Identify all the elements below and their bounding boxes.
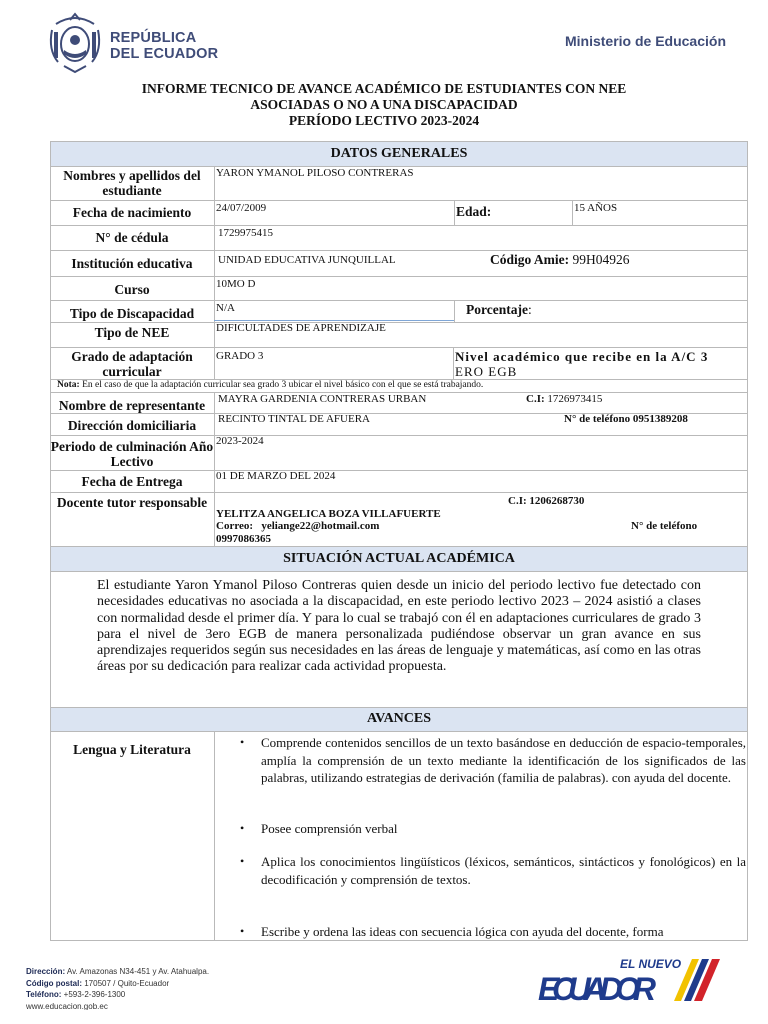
representative-value: MAYRA GARDENIA CONTRERAS URBAN <box>218 393 427 405</box>
tutor-phone-label: N° de teléfono <box>631 520 698 532</box>
report-title: INFORME TECNICO DE AVANCE ACADÉMICO DE ESTUDIANTES CON NEE ASOCIADAS O NO A UNA DISCAPACIDAD PERÍODO LECTIVO 2023-2024 <box>141 81 627 128</box>
academic-situation-heading: SITUACIÓN ACTUAL ACADÉMICA <box>50 546 748 572</box>
academic-situation-text: El estudiante Yaron Ymanol Piloso Contreras quien desde un inicio del periodo lectivo fue detectado con necesidades educativas no asociada a la discapacidad, en este periodo lectivo 2023 – 2024 asistió a clases con normalidad desde el primer día. Y para lo cual se trabajó con él en adaptaciones curriculares de grado 3 para el nivel de 3ero EGB de manera personalizada pudiéndose observar un gran avance en sus aprendizajes requeridos según sus necesidades en las áreas de lenguaje y matemáticas, así como en las otras áreas por su dedicación para realizar cada actividad propuesta. <box>97 578 701 675</box>
representative-id: C.I: 1726973415 <box>526 393 603 405</box>
tutor-email: Correo: yeliange22@hotmail.com <box>216 520 380 532</box>
address-label: Dirección domiciliaria <box>67 418 197 433</box>
period-label: Periodo de culminación Año Lectivo <box>50 439 214 469</box>
ministry-name: Ministerio de Educación <box>564 33 726 49</box>
page-header <box>0 0 768 80</box>
address-value: RECINTO TINTAL DE AFUERA <box>218 413 370 425</box>
tutor-label: Docente tutor responsable <box>56 495 208 510</box>
nee-type-label: Tipo de NEE <box>94 325 170 340</box>
advance-item: • Escribe y ordena las ideas con secuencia lógica con ayuda del docente, forma <box>240 924 664 939</box>
delivery-date-value: 01 DE MARZO DEL 2024 <box>216 470 336 482</box>
delivery-date-label: Fecha de Entrega <box>81 474 183 489</box>
institution-label: Institución educativa <box>71 256 193 271</box>
logo-main-text: ECUADOR <box>538 971 656 1007</box>
student-name-value: YARON YMANOL PILOSO CONTRERAS <box>216 167 414 179</box>
institution-value: UNIDAD EDUCATIVA JUNQUILLAL <box>218 254 396 266</box>
general-data-heading: DATOS GENERALES <box>50 141 748 167</box>
footer-contact: Dirección: Av. Amazonas N34-451 y Av. Atahualpa. Código postal: 170507 / Quito-Ecuador Teléfono: +593-2-396-1300 www.educacion.gob.ec <box>26 967 210 1010</box>
student-name-label: Nombres y apellidos del estudiante <box>63 168 201 198</box>
id-number-label: N° de cédula <box>95 230 169 245</box>
tutor-id: C.I: 1206268730 <box>508 495 585 507</box>
curricular-note: Nota: En el caso de que la adaptación curricular sea grado 3 ubicar el nivel básico con el que se está trabajando. <box>57 380 484 390</box>
footer-website: www.educacion.gob.ec <box>26 1001 108 1010</box>
curricular-grade-label: Grado de adaptación curricular <box>71 349 193 379</box>
birth-date-label: Fecha de nacimiento <box>72 205 192 220</box>
el-nuevo-ecuador-logo <box>536 953 726 1007</box>
republica-ecuador-logo-text: REPÚBLICA DEL ECUADOR <box>110 30 219 62</box>
percentage-label: Porcentaje: <box>466 302 532 317</box>
tutor-phone: 0997086365 <box>216 533 271 545</box>
logo-top-text: EL NUEVO <box>620 957 682 971</box>
course-label: Curso <box>114 282 150 297</box>
amie-code: Código Amie: 99H04926 <box>490 252 630 267</box>
curricular-grade-value: GRADO 3 <box>216 350 264 362</box>
advances-heading: AVANCES <box>50 707 748 732</box>
disability-type-label: Tipo de Discapacidad <box>69 306 195 321</box>
representative-label: Nombre de representante <box>58 398 206 413</box>
birth-date-value: 24/07/2009 <box>216 202 267 214</box>
nee-type-value: DIFICULTADES DE APRENDIZAJE <box>216 322 386 334</box>
age-value: 15 AÑOS <box>574 202 618 214</box>
age-label: Edad: <box>456 204 492 219</box>
period-value: 2023-2024 <box>216 435 264 447</box>
coat-of-arms-icon <box>44 10 106 74</box>
id-number-value: 1729975415 <box>218 227 273 239</box>
academic-level: Nivel académico que recibe en la A/C 3 ERO EGB <box>455 349 709 379</box>
course-value: 10MO D <box>216 278 256 290</box>
representative-phone: N° de teléfono 0951389208 <box>564 413 688 425</box>
tutor-name: YELITZA ANGELICA BOZA VILLAFUERTE <box>216 508 441 520</box>
subject-language-label: Lengua y Literatura <box>73 742 191 757</box>
disability-type-value: N/A <box>216 302 235 314</box>
